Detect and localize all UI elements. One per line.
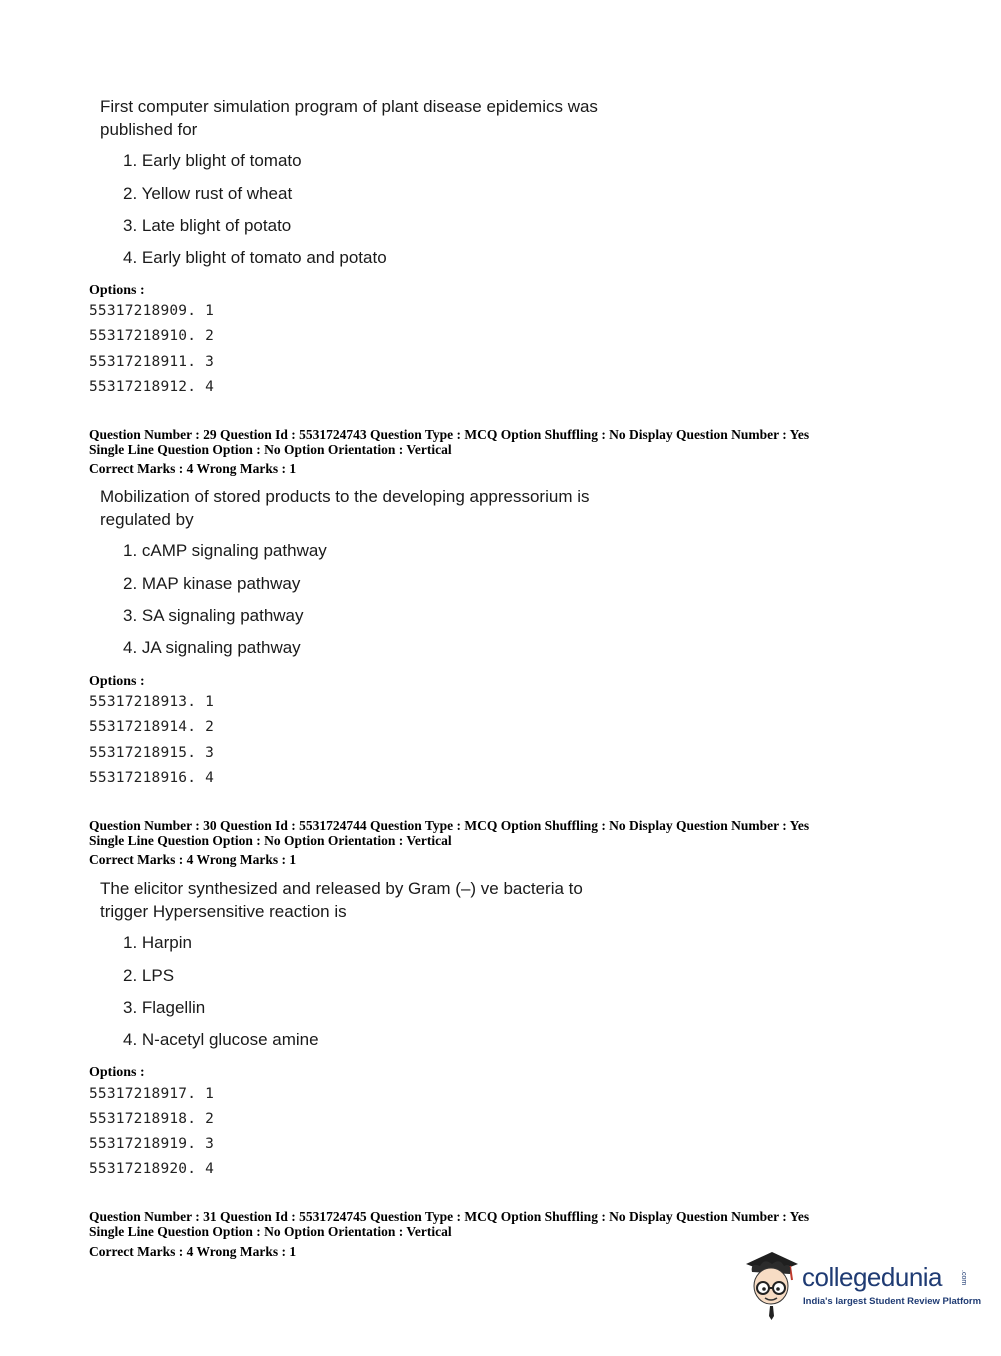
logo-wordmark: collegedunia xyxy=(802,1262,943,1292)
question-30-meta-line-2: Single Line Question Option : No Option Orientation : Vertical xyxy=(89,833,452,848)
question-28-option-2: 2. Yellow rust of wheat xyxy=(123,184,293,203)
question-29-option-3: 3. SA signaling pathway xyxy=(123,606,304,625)
question-29-option-code-2: 55317218914. 2 xyxy=(89,719,215,735)
question-30-option-1: 1. Harpin xyxy=(123,933,192,952)
question-31-meta-line-2: Single Line Question Option : No Option Orientation : Vertical xyxy=(89,1224,452,1239)
question-28-stem-line-2: published for xyxy=(100,120,198,139)
question-30-stem xyxy=(100,877,660,923)
question-28-stem-line-1: First computer simulation program of plant disease epidemics was xyxy=(100,97,598,116)
question-30-option-code-3: 55317218919. 3 xyxy=(89,1136,215,1152)
logo-suffix: .com xyxy=(960,1270,967,1286)
question-29-option-code-3: 55317218915. 3 xyxy=(89,745,215,761)
question-28-option-3: 3. Late blight of potato xyxy=(123,216,292,235)
question-30-option-4: 4. N-acetyl glucose amine xyxy=(123,1030,319,1049)
question-30-option-code-2: 55317218918. 2 xyxy=(89,1111,215,1127)
question-31-meta-line-1: Question Number : 31 Question Id : 5531724745 Question Type : MCQ Option Shuffling : No Display Question Number : Yes xyxy=(89,1209,810,1224)
question-28-option-code-1: 55317218909. 1 xyxy=(89,303,215,319)
question-29-option-2: 2. MAP kinase pathway xyxy=(123,574,301,593)
question-29-meta-line-1: Question Number : 29 Question Id : 5531724743 Question Type : MCQ Option Shuffling : No Display Question Number : Yes xyxy=(89,427,810,442)
question-30-options-label: Options : xyxy=(89,1065,145,1080)
question-30-option-code-4: 55317218920. 4 xyxy=(89,1161,215,1177)
question-29-option-4: 4. JA signaling pathway xyxy=(123,638,301,657)
question-30-option-2: 2. LPS xyxy=(123,966,175,985)
question-30-meta-line-1: Question Number : 30 Question Id : 5531724744 Question Type : MCQ Option Shuffling : No Display Question Number : Yes xyxy=(89,818,810,833)
question-29-options-label: Options : xyxy=(89,674,145,689)
question-29-stem-line-2: regulated by xyxy=(100,510,194,529)
logo-tagline: India's largest Student Review Platform xyxy=(803,1296,982,1307)
question-29-option-1: 1. cAMP signaling pathway xyxy=(123,541,327,560)
question-28-option-4: 4. Early blight of tomato and potato xyxy=(123,248,387,267)
question-29-option-code-1: 55317218913. 1 xyxy=(89,694,215,710)
question-29-option-code-4: 55317218916. 4 xyxy=(89,770,215,786)
question-28-stem xyxy=(100,95,660,141)
question-30-marks: Correct Marks : 4 Wrong Marks : 1 xyxy=(89,852,297,867)
question-28-option-code-2: 55317218910. 2 xyxy=(89,328,215,344)
question-29-marks: Correct Marks : 4 Wrong Marks : 1 xyxy=(89,461,297,476)
question-30-stem-line-1: The elicitor synthesized and released by Gram (–) ve bacteria to xyxy=(100,879,583,898)
question-30-option-3: 3. Flagellin xyxy=(123,998,206,1017)
question-28-option-code-3: 55317218911. 3 xyxy=(89,354,215,370)
mascot-icon xyxy=(742,1250,802,1322)
question-29-meta-line-2: Single Line Question Option : No Option Orientation : Vertical xyxy=(89,442,452,457)
question-30-option-code-1: 55317218917. 1 xyxy=(89,1086,215,1102)
question-30-stem-line-2: trigger Hypersensitive reaction is xyxy=(100,902,347,921)
question-31-marks: Correct Marks : 4 Wrong Marks : 1 xyxy=(89,1244,297,1259)
question-28-option-code-4: 55317218912. 4 xyxy=(89,379,215,395)
question-28-option-1: 1. Early blight of tomato xyxy=(123,151,302,170)
collegedunia-logo xyxy=(742,1250,982,1322)
question-28-options-label: Options : xyxy=(89,283,145,298)
question-29-stem xyxy=(100,485,660,531)
question-29-stem-line-1: Mobilization of stored products to the developing appressorium is xyxy=(100,487,590,506)
